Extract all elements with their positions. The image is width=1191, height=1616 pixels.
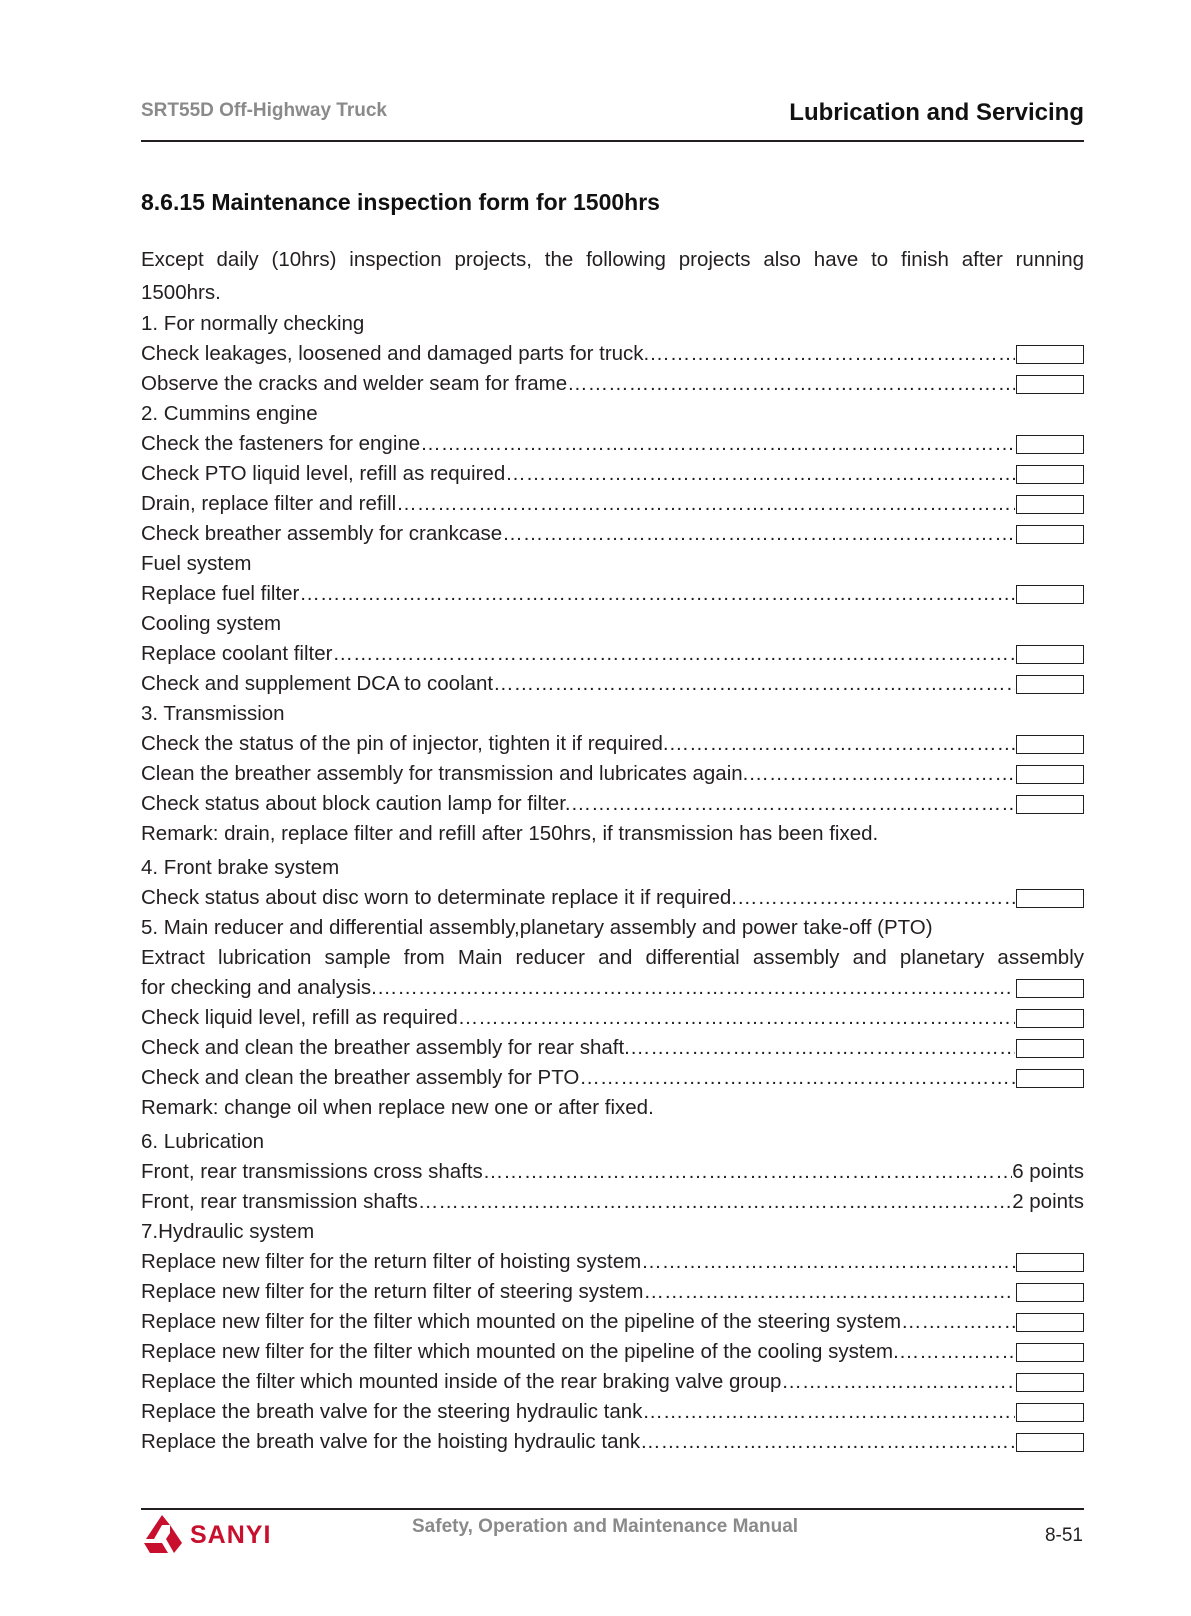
subgroup-heading-fuel: Fuel system	[141, 552, 252, 575]
checklist-item	[141, 579, 1084, 609]
check-box[interactable]	[1016, 795, 1084, 814]
checklist-item-label: Check status about disc worn to determinate replace it if required.	[141, 886, 737, 909]
checklist-item	[141, 729, 1084, 759]
dot-leader	[418, 1190, 1012, 1214]
dot-leader	[649, 342, 1015, 366]
dot-leader	[630, 1036, 1015, 1060]
checklist-item-label: Check leakages, loosened and damaged parts for truck.	[141, 342, 650, 365]
dot-leader	[299, 582, 1015, 606]
sanyi-logo	[140, 1513, 290, 1557]
dot-leader	[640, 1430, 1015, 1454]
check-box[interactable]	[1016, 1009, 1084, 1028]
checklist-item-label: Replace new filter for the filter which mounted on the pipeline of the cooling system.	[141, 1340, 899, 1363]
check-box[interactable]	[1016, 735, 1084, 754]
checklist-item	[141, 1247, 1084, 1277]
intro-line-1: Except daily (10hrs) inspection projects, the following projects also have to finish after running	[141, 248, 1084, 271]
footer-manual-title: Safety, Operation and Maintenance Manual	[412, 1516, 799, 1537]
remark-transmission: Remark: drain, replace filter and refill after 150hrs, if transmission has been fixed.	[141, 822, 879, 845]
dot-leader	[396, 492, 1015, 516]
dot-leader	[669, 732, 1015, 756]
group-heading-transmission: 3. Transmission	[141, 702, 285, 725]
header-chapter-title: Lubrication and Servicing	[789, 99, 1084, 126]
group-heading-normal: 1. For normally checking	[141, 312, 365, 335]
checklist-item	[141, 489, 1084, 519]
section-title: 8.6.15 Maintenance inspection form for 1500hrs	[141, 189, 660, 215]
check-box[interactable]	[1016, 1253, 1084, 1272]
lubrication-item-label: Front, rear transmission shafts	[141, 1190, 418, 1213]
checklist-item	[141, 1003, 1084, 1033]
checklist-item	[141, 973, 1084, 1003]
reducer-extract-line-1: Extract lubrication sample from Main reducer and differential assembly and planetary assembly	[141, 946, 1084, 969]
checklist-item	[141, 1277, 1084, 1307]
dot-leader	[642, 1400, 1015, 1424]
checklist-item-label: Check breather assembly for crankcase	[141, 522, 503, 545]
check-box[interactable]	[1016, 1283, 1084, 1302]
checklist-item-label: Replace new filter for the return filter of steering system	[141, 1280, 644, 1303]
dot-leader	[901, 1310, 1015, 1334]
checklist-item-label: Observe the cracks and welder seam for frame	[141, 372, 568, 395]
checklist-item-label: for checking and analysis.	[141, 976, 377, 999]
checklist-item-label: Clean the breather assembly for transmission and lubricates again.	[141, 762, 749, 785]
check-box[interactable]	[1016, 375, 1084, 394]
lubrication-points: 2 points	[1012, 1190, 1084, 1213]
checklist-item	[141, 759, 1084, 789]
check-box[interactable]	[1016, 765, 1084, 784]
subgroup-heading-cooling: Cooling system	[141, 612, 282, 635]
check-box[interactable]	[1016, 675, 1084, 694]
checklist-item-label: Replace new filter for the return filter of hoisting system	[141, 1250, 642, 1273]
dot-leader	[505, 462, 1015, 486]
check-box[interactable]	[1016, 1313, 1084, 1332]
sanyi-logo-icon	[140, 1513, 184, 1557]
checklist-item	[141, 1063, 1084, 1093]
checklist-item	[141, 459, 1084, 489]
dot-leader	[579, 1066, 1015, 1090]
group-heading-engine: 2. Cummins engine	[141, 402, 318, 425]
check-box[interactable]	[1016, 495, 1084, 514]
lubrication-item	[141, 1157, 1084, 1187]
dot-leader	[377, 976, 1015, 1000]
checklist-item-label: Drain, replace filter and refill	[141, 492, 397, 515]
checklist-item	[141, 1307, 1084, 1337]
header-document-title: SRT55D Off-Highway Truck	[141, 100, 387, 121]
checklist-item-label: Replace the filter which mounted inside of the rear braking valve group	[141, 1370, 782, 1393]
dot-leader	[781, 1370, 1015, 1394]
check-box[interactable]	[1016, 645, 1084, 664]
dot-leader	[643, 1280, 1015, 1304]
lubrication-item-label: Front, rear transmissions cross shafts	[141, 1160, 483, 1183]
check-box[interactable]	[1016, 1069, 1084, 1088]
checklist-item	[141, 1367, 1084, 1397]
checklist-item-label: Check the fasteners for engine	[141, 432, 421, 455]
checklist-item	[141, 339, 1084, 369]
footer-divider	[141, 1508, 1084, 1510]
check-box[interactable]	[1016, 979, 1084, 998]
inspection-form	[141, 243, 1084, 1457]
checklist-item	[141, 883, 1084, 913]
checklist-item	[141, 369, 1084, 399]
checklist-item-label: Check liquid level, refill as required	[141, 1006, 458, 1029]
check-box[interactable]	[1016, 1373, 1084, 1392]
checklist-item-label: Check and clean the breather assembly for PTO	[141, 1066, 580, 1089]
checklist-item-label: Replace coolant filter	[141, 642, 333, 665]
checklist-item-label: Check PTO liquid level, refill as required	[141, 462, 506, 485]
checklist-item	[141, 519, 1084, 549]
dot-leader	[737, 886, 1015, 910]
group-heading-brake: 4. Front brake system	[141, 856, 340, 879]
lubrication-item	[141, 1187, 1084, 1217]
checklist-item	[141, 1033, 1084, 1063]
page-number: 8-51	[1044, 1525, 1083, 1546]
checklist-item-label: Replace the breath valve for the hoisting hydraulic tank	[141, 1430, 641, 1453]
checklist-item-label: Replace the breath valve for the steering hydraulic tank	[141, 1400, 643, 1423]
check-box[interactable]	[1016, 435, 1084, 454]
dot-leader	[483, 1160, 1012, 1184]
checklist-item	[141, 789, 1084, 819]
check-box[interactable]	[1016, 345, 1084, 364]
check-box[interactable]	[1016, 525, 1084, 544]
checklist-item	[141, 429, 1084, 459]
dot-leader	[571, 792, 1015, 816]
checklist-item-label: Replace fuel filter	[141, 582, 300, 605]
checklist-item	[141, 1397, 1084, 1427]
checklist-item-label: Replace new filter for the filter which mounted on the pipeline of the steering system	[141, 1310, 902, 1333]
check-box[interactable]	[1016, 585, 1084, 604]
check-box[interactable]	[1016, 465, 1084, 484]
checklist-item	[141, 669, 1084, 699]
dot-leader	[332, 642, 1015, 666]
checklist-item-label: Check status about block caution lamp for filter.	[141, 792, 571, 815]
group-heading-hydraulic: 7.Hydraulic system	[141, 1220, 315, 1243]
checklist-item	[141, 1427, 1084, 1457]
checklist-item-label: Check and supplement DCA to coolant	[141, 672, 494, 695]
group-heading-lubrication: 6. Lubrication	[141, 1130, 265, 1153]
dot-leader	[420, 432, 1015, 456]
dot-leader	[748, 762, 1015, 786]
checklist-item-label: Check the status of the pin of injector, tighten it if required.	[141, 732, 669, 755]
check-box[interactable]	[1016, 1039, 1084, 1058]
intro-paragraph	[141, 243, 1084, 309]
remark-reducer: Remark: change oil when replace new one or after fixed.	[141, 1096, 654, 1119]
dot-leader	[899, 1340, 1015, 1364]
dot-leader	[502, 522, 1015, 546]
header-divider	[141, 140, 1084, 142]
dot-leader	[458, 1006, 1015, 1030]
dot-leader	[567, 372, 1015, 396]
dot-leader	[493, 672, 1015, 696]
brand-name: SANYI	[190, 1520, 272, 1549]
check-box[interactable]	[1016, 1343, 1084, 1362]
check-box[interactable]	[1016, 889, 1084, 908]
check-box[interactable]	[1016, 1433, 1084, 1452]
dot-leader	[641, 1250, 1015, 1274]
lubrication-points: 6 points	[1012, 1160, 1084, 1183]
intro-line-2: 1500hrs.	[141, 281, 221, 304]
checklist-item	[141, 639, 1084, 669]
group-heading-reducer: 5. Main reducer and differential assembly,planetary assembly and power take-off (PTO)	[141, 916, 933, 939]
checklist-item-label: Check and clean the breather assembly for rear shaft.	[141, 1036, 630, 1059]
checklist-item	[141, 1337, 1084, 1367]
check-box[interactable]	[1016, 1403, 1084, 1422]
